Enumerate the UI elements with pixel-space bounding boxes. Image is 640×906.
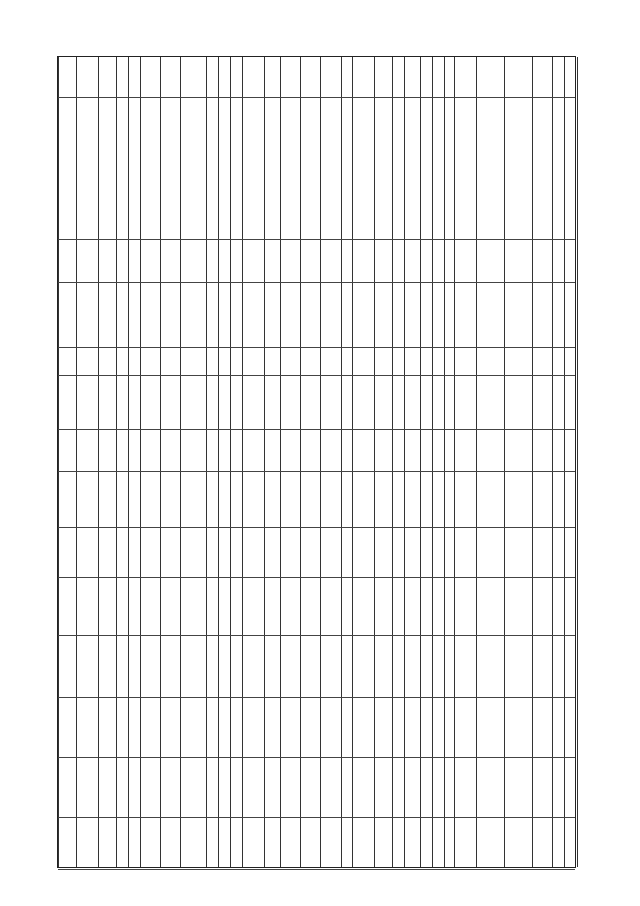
column-rule (58, 282, 575, 283)
column-rule (58, 577, 575, 578)
row-rule (280, 57, 281, 867)
row-rule (552, 57, 553, 867)
row-rule (320, 57, 321, 867)
row-rule (341, 57, 342, 867)
row-rule (476, 57, 477, 867)
column-rule (58, 635, 575, 636)
column-rule (58, 757, 575, 758)
row-rule (58, 57, 59, 867)
row-rule (444, 57, 445, 867)
row-rule (352, 57, 353, 867)
row-rule (206, 57, 207, 867)
column-rule (58, 697, 575, 698)
row-rule (98, 57, 99, 867)
row-rule (404, 57, 405, 867)
row-rule (140, 57, 141, 867)
row-rule (454, 57, 455, 867)
column-rule (58, 429, 575, 430)
row-rule (577, 57, 578, 867)
row-rule (420, 57, 421, 867)
column-rule (58, 527, 575, 528)
row-rule (504, 57, 505, 867)
column-rule (58, 869, 575, 870)
column-rule (58, 817, 575, 818)
row-rule (432, 57, 433, 867)
column-rule (58, 471, 575, 472)
row-rule (392, 57, 393, 867)
column-rule (58, 347, 575, 348)
row-rule (564, 57, 565, 867)
column-rule (58, 97, 575, 98)
column-rule (58, 239, 575, 240)
row-rule (264, 57, 265, 867)
column-rule (58, 375, 575, 376)
row-rule (160, 57, 161, 867)
row-rule (116, 57, 117, 867)
row-rule (218, 57, 219, 867)
row-rule (300, 57, 301, 867)
row-rule (532, 57, 533, 867)
row-rule (374, 57, 375, 867)
row-rule (128, 57, 129, 867)
row-rule (242, 57, 243, 867)
data-table (57, 56, 576, 868)
row-rule (76, 57, 77, 867)
row-rule (230, 57, 231, 867)
row-rule (180, 57, 181, 867)
